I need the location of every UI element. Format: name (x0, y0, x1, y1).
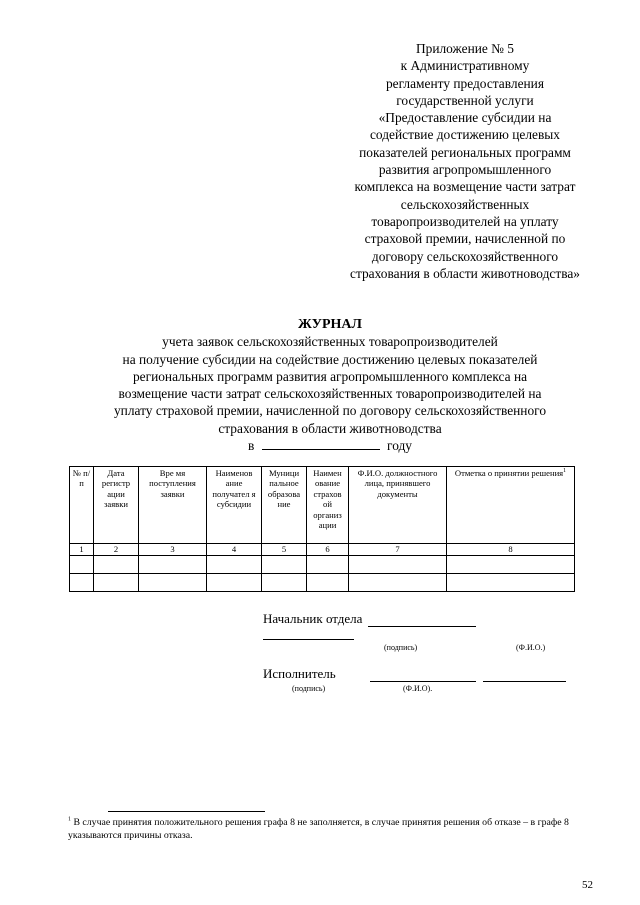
table-cell[interactable] (262, 556, 307, 574)
journal-title-line: уплату страховой премии, начисленной по договору сельскохозяйственного (113, 403, 547, 419)
header-cell-arrival-time: Вре мя поступления заявки (139, 467, 207, 544)
table-row (70, 556, 575, 574)
header-cell-registration-date: Дата регистр ации заявки (94, 467, 139, 544)
table-header-row (70, 467, 575, 544)
year-suffix: году (387, 438, 413, 454)
journal-heading: ЖУРНАЛ (298, 317, 362, 332)
table-cell[interactable] (447, 574, 575, 592)
appendix-line: сельскохозяйственных (400, 196, 530, 212)
appendix-line: страхования в области животноводства» (350, 265, 580, 281)
journal-title-line: страхования в области животноводства (218, 420, 442, 436)
table-cell[interactable] (94, 574, 139, 592)
appendix-line: комплекса на возмещение части затрат (354, 179, 576, 195)
table-cell[interactable] (94, 556, 139, 574)
page-number: 52 (582, 879, 593, 891)
footnote-reference-mark: 1 (563, 468, 567, 475)
table-cell[interactable] (307, 574, 349, 592)
table-cell[interactable] (307, 556, 349, 574)
table-cell[interactable] (139, 574, 207, 592)
appendix-line: договору сельскохозяйственного (371, 248, 559, 264)
head-sign-caption: (подпись) (384, 643, 418, 652)
table-cell[interactable] (70, 556, 94, 574)
table-row (70, 574, 575, 592)
header-cell-recipient-name: Наименов ание получател я субсидии (207, 467, 262, 544)
footnote (68, 816, 602, 842)
executor-signature-line[interactable] (370, 681, 476, 682)
appendix-line: Приложение № 5 (415, 41, 515, 56)
footnote-separator (108, 811, 265, 812)
table-cell[interactable] (207, 574, 262, 592)
table-cell[interactable] (139, 556, 207, 574)
appendix-block (320, 40, 610, 282)
journal-table (69, 466, 575, 592)
executor-name-caption: (Ф.И.О). (403, 684, 433, 693)
year-line (40, 437, 620, 454)
table-cell[interactable] (70, 574, 94, 592)
column-number: 2 (94, 544, 139, 556)
head-extra-line[interactable] (263, 639, 354, 640)
journal-title-line: региональных программ развития агропромышленного комплекса на (132, 368, 528, 384)
appendix-line: показателей региональных программ (359, 144, 571, 160)
footnote-mark: 1 (68, 816, 71, 823)
appendix-line: к Административному (400, 58, 530, 74)
appendix-line: содействие достижению целевых (369, 127, 560, 143)
executor-label: Исполнитель (263, 666, 336, 681)
column-number: 3 (139, 544, 207, 556)
journal-title-line: на получение субсидии на содействие достижению целевых показателей (122, 351, 538, 367)
journal-title-block (40, 316, 620, 454)
table-cell[interactable] (349, 556, 447, 574)
header-cell-decision-label: Отметка о принятии решения (454, 468, 564, 478)
year-prefix: в (247, 438, 255, 454)
table-cell[interactable] (262, 574, 307, 592)
column-number: 4 (207, 544, 262, 556)
journal-title-line: возмещение части затрат сельскохозяйственных товаропроизводителей на (118, 386, 542, 402)
table-cell[interactable] (207, 556, 262, 574)
head-of-department-label: Начальник отдела (263, 611, 363, 626)
column-number: 6 (307, 544, 349, 556)
year-blank-field[interactable] (262, 437, 380, 450)
column-number-row (70, 544, 575, 556)
column-number: 8 (447, 544, 575, 556)
header-cell-decision-mark (447, 467, 575, 544)
executor-name-line[interactable] (483, 681, 566, 682)
appendix-line: страховой премии, начисленной по (364, 231, 566, 247)
header-cell-official-name: Ф.И.О. должностного лица, принявшего документы (349, 467, 447, 544)
column-number: 5 (262, 544, 307, 556)
appendix-line: регламенту предоставления (385, 75, 544, 91)
journal-title-line: учета заявок сельскохозяйственных товаропроизводителей (162, 334, 498, 350)
column-number: 1 (70, 544, 94, 556)
appendix-line: развития агропромышленного (378, 162, 552, 178)
header-cell-number: № п/п (70, 467, 94, 544)
header-cell-municipality: Муници пальное образова ние (262, 467, 307, 544)
head-name-caption: (Ф.И.О.) (516, 643, 546, 652)
appendix-line: государственной услуги (396, 92, 534, 108)
head-signature-line[interactable] (368, 626, 476, 627)
table-cell[interactable] (349, 574, 447, 592)
footnote-text: В случае принятия положительного решения графа 8 не заполняется, в случае принятия решения об отказе – в графе 8 указываются причины отказа. (68, 817, 569, 841)
executor-sign-caption: (подпись) (292, 684, 326, 693)
table-cell[interactable] (447, 556, 575, 574)
appendix-line: товаропроизводителей на уплату (371, 213, 559, 229)
appendix-line: «Предоставление субсидии на (378, 110, 552, 126)
column-number: 7 (349, 544, 447, 556)
header-cell-insurer-name: Наимен ование страхов ой организ ации (307, 467, 349, 544)
